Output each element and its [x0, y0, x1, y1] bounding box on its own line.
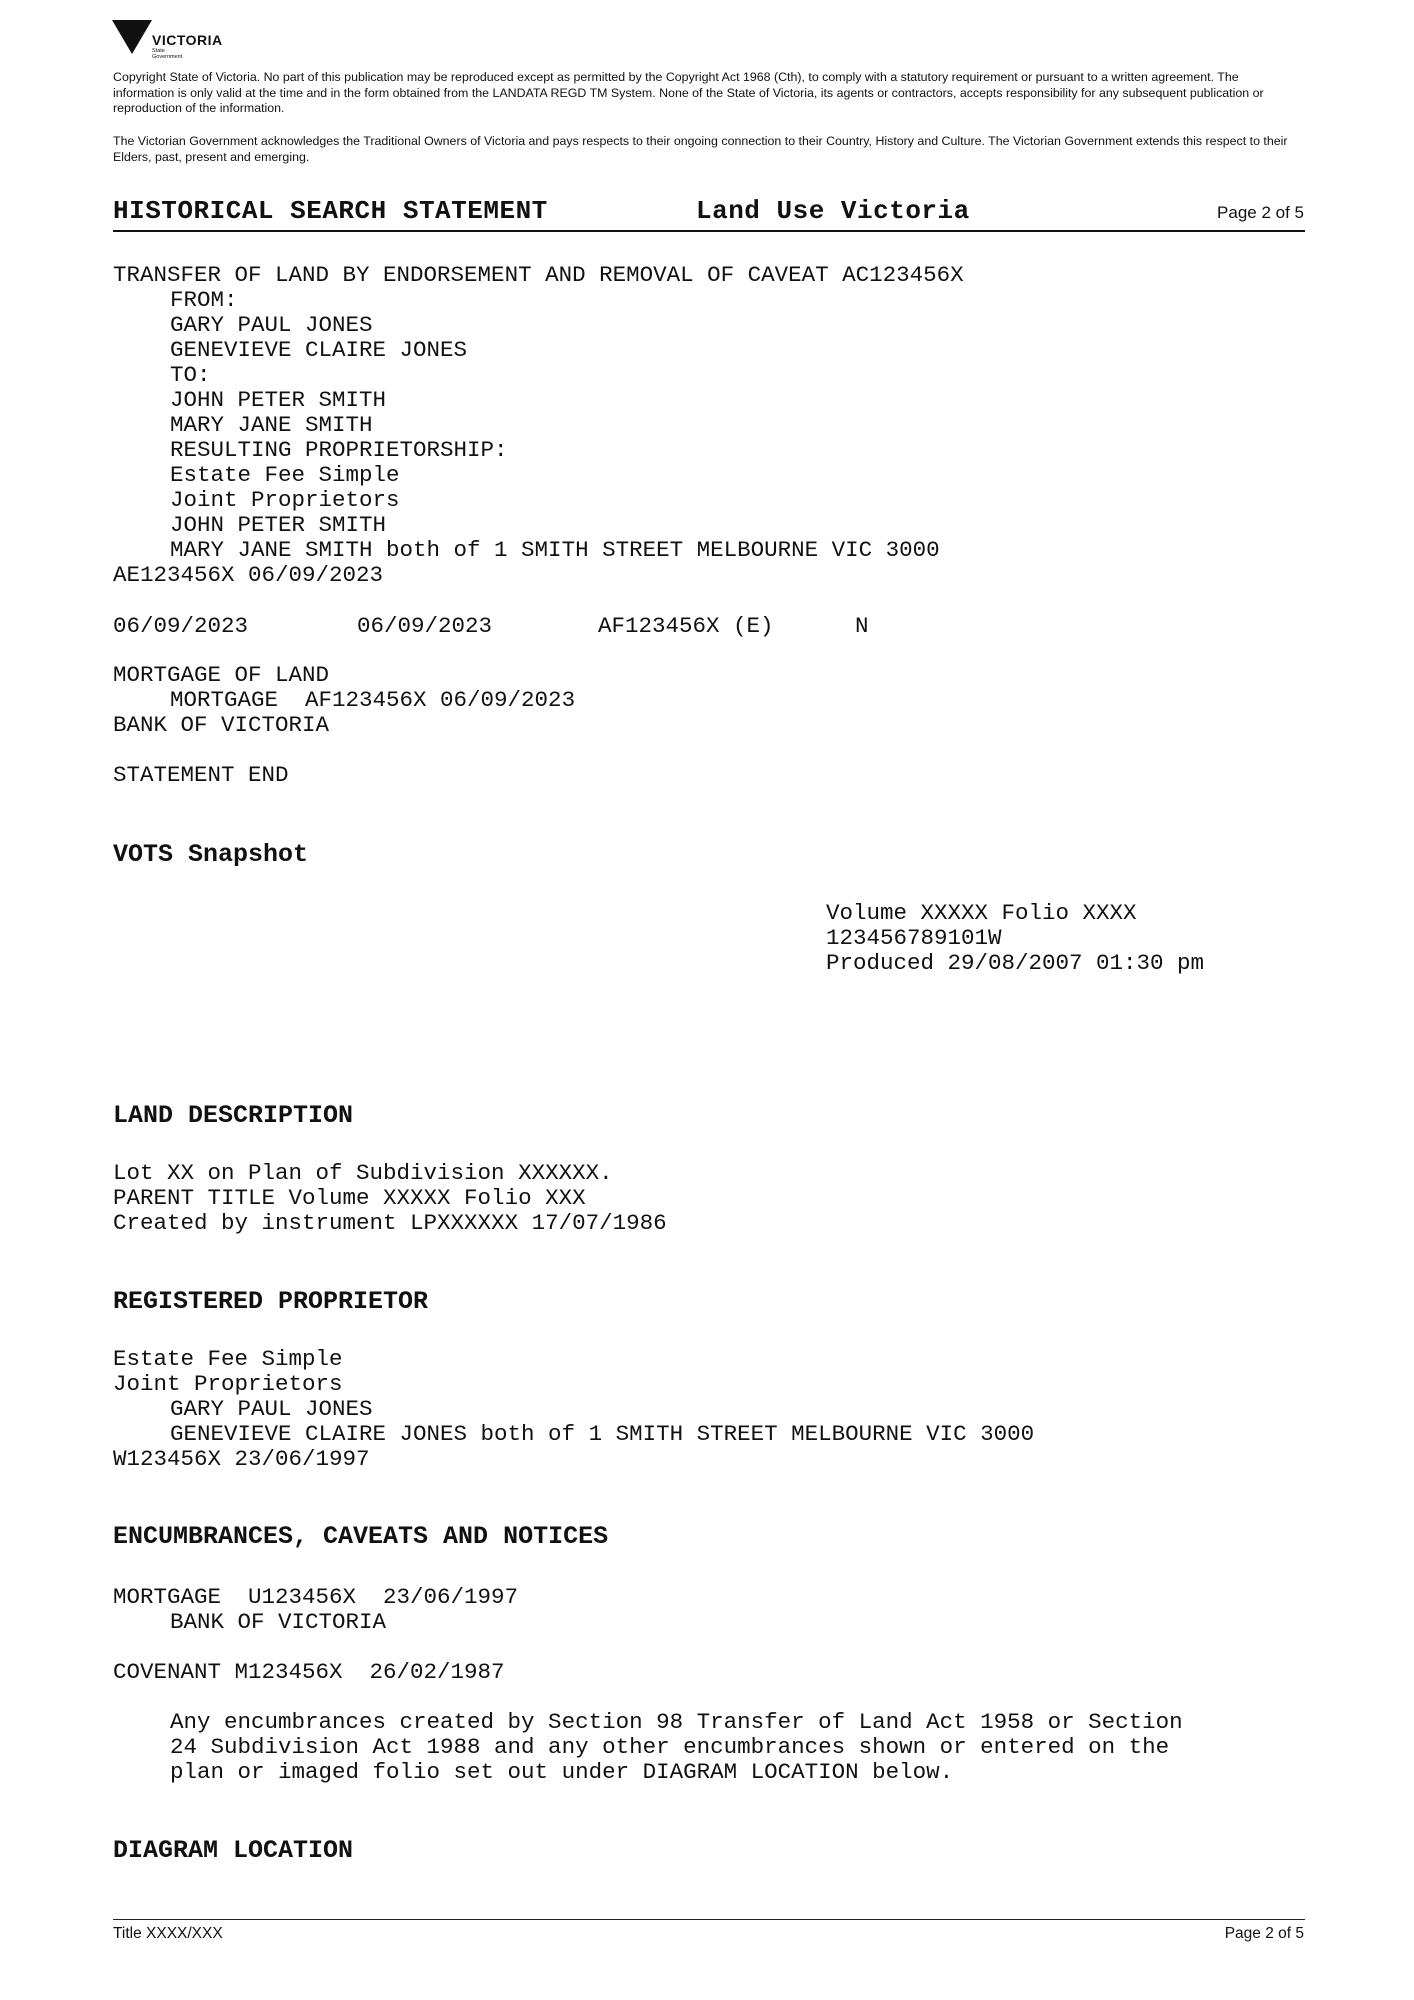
mortgage-entry-detail: MORTGAGE AF123456X 06/09/2023	[170, 687, 576, 713]
transfer-from-name: GARY PAUL JONES	[170, 312, 373, 338]
resulting-line: Joint Proprietors	[170, 487, 400, 513]
proprietor-name: GENEVIEVE CLAIRE JONES both of 1 SMITH STREET MELBOURNE VIC 3000	[170, 1421, 1035, 1447]
copyright-disclaimer: Copyright State of Victoria. No part of this publication may be reproduced except as permitted by the Copyright Act 1968 (Cth), to comply with a statutory requirement or pursuant to a written agreement. The information is only valid at the time and in the form obtained from the LANDATA REGD TM System. None of the State of Victoria, its agents or contractors, accepts responsibility for any subsequent publication or reproduction of the information.	[113, 70, 1264, 116]
vots-heading: VOTS Snapshot	[113, 840, 309, 869]
victoria-logo	[112, 20, 223, 66]
agency-name: Land Use Victoria	[696, 196, 970, 226]
vots-produced: Produced 29/08/2007 01:30 pm	[826, 950, 1205, 976]
transfer-from-label: FROM:	[170, 287, 238, 313]
header-page-number: Page 2 of 5	[1217, 203, 1304, 222]
land-description-heading: LAND DESCRIPTION	[113, 1101, 354, 1130]
encumbrance-note-line: Any encumbrances created by Section 98 Transfer of Land Act 1958 or Section	[170, 1709, 1183, 1735]
acknowledgement: The Victorian Government acknowledges the Traditional Owners of Victoria and pays respects to their ongoing connection to their Country, History and Culture. The Victorian Government extends this respect to their Elders, past, present and emerging.	[113, 134, 1288, 164]
logo-subtitle: State Government	[152, 48, 183, 60]
dealing-date-lodged: 06/09/2023	[113, 613, 249, 639]
page-title: HISTORICAL SEARCH STATEMENT	[113, 196, 548, 226]
vots-id: 123456789101W	[826, 925, 1002, 951]
statement-end: STATEMENT END	[113, 762, 289, 788]
footer-title-reference: Title XXXX/XXX	[113, 1925, 223, 1942]
encumbrance-note-line: plan or imaged folio set out under DIAGRAM LOCATION below.	[170, 1759, 954, 1785]
land-description-line: Created by instrument LPXXXXXX 17/07/1986	[113, 1210, 667, 1236]
vots-volume: Volume XXXXX Folio XXXX	[826, 900, 1137, 926]
dealing-date-registered: 06/09/2023	[357, 613, 493, 639]
encumbrance-note-line: 24 Subdivision Act 1988 and any other encumbrances shown or entered on the	[170, 1734, 1170, 1760]
transfer-title: TRANSFER OF LAND BY ENDORSEMENT AND REMOVAL OF CAVEAT AC123456X	[113, 262, 964, 288]
land-description-line: Lot XX on Plan of Subdivision XXXXXX.	[113, 1160, 613, 1186]
mortgage-entry-party: BANK OF VICTORIA	[113, 712, 330, 738]
header-divider	[113, 230, 1305, 232]
proprietor-type: Joint Proprietors	[113, 1371, 343, 1397]
resulting-line: JOHN PETER SMITH	[170, 512, 387, 538]
footer-page-number: Page 2 of 5	[1224, 1925, 1304, 1942]
proprietor-estate: Estate Fee Simple	[113, 1346, 343, 1372]
encumbrance-mortgage: MORTGAGE U123456X 23/06/1997	[113, 1584, 519, 1610]
encumbrance-covenant: COVENANT M123456X 26/02/1987	[113, 1659, 505, 1685]
victoria-logo-mark-icon	[112, 20, 152, 60]
registered-proprietor-heading: REGISTERED PROPRIETOR	[113, 1287, 429, 1316]
diagram-location-heading: DIAGRAM LOCATION	[113, 1836, 354, 1865]
transfer-from-name: GENEVIEVE CLAIRE JONES	[170, 337, 468, 363]
transfer-reference: AE123456X 06/09/2023	[113, 562, 384, 588]
footer-divider	[113, 1919, 1305, 1920]
transfer-to-name: MARY JANE SMITH	[170, 412, 373, 438]
proprietor-name: GARY PAUL JONES	[170, 1396, 373, 1422]
dealing-number: AF123456X (E)	[598, 613, 774, 639]
proprietor-reference: W123456X 23/06/1997	[113, 1446, 370, 1472]
transfer-to-label: TO:	[170, 362, 211, 388]
transfer-to-name: JOHN PETER SMITH	[170, 387, 387, 413]
land-description-line: PARENT TITLE Volume XXXXX Folio XXX	[113, 1185, 586, 1211]
dealing-flag: N	[855, 613, 869, 639]
resulting-label: RESULTING PROPRIETORSHIP:	[170, 437, 508, 463]
mortgage-entry-title: MORTGAGE OF LAND	[113, 662, 330, 688]
resulting-line: MARY JANE SMITH both of 1 SMITH STREET MELBOURNE VIC 3000	[170, 537, 940, 563]
logo-wordmark: VICTORIA	[152, 32, 223, 48]
encumbrance-mortgage-party: BANK OF VICTORIA	[170, 1609, 387, 1635]
encumbrances-heading: ENCUMBRANCES, CAVEATS AND NOTICES	[113, 1522, 609, 1551]
resulting-line: Estate Fee Simple	[170, 462, 400, 488]
